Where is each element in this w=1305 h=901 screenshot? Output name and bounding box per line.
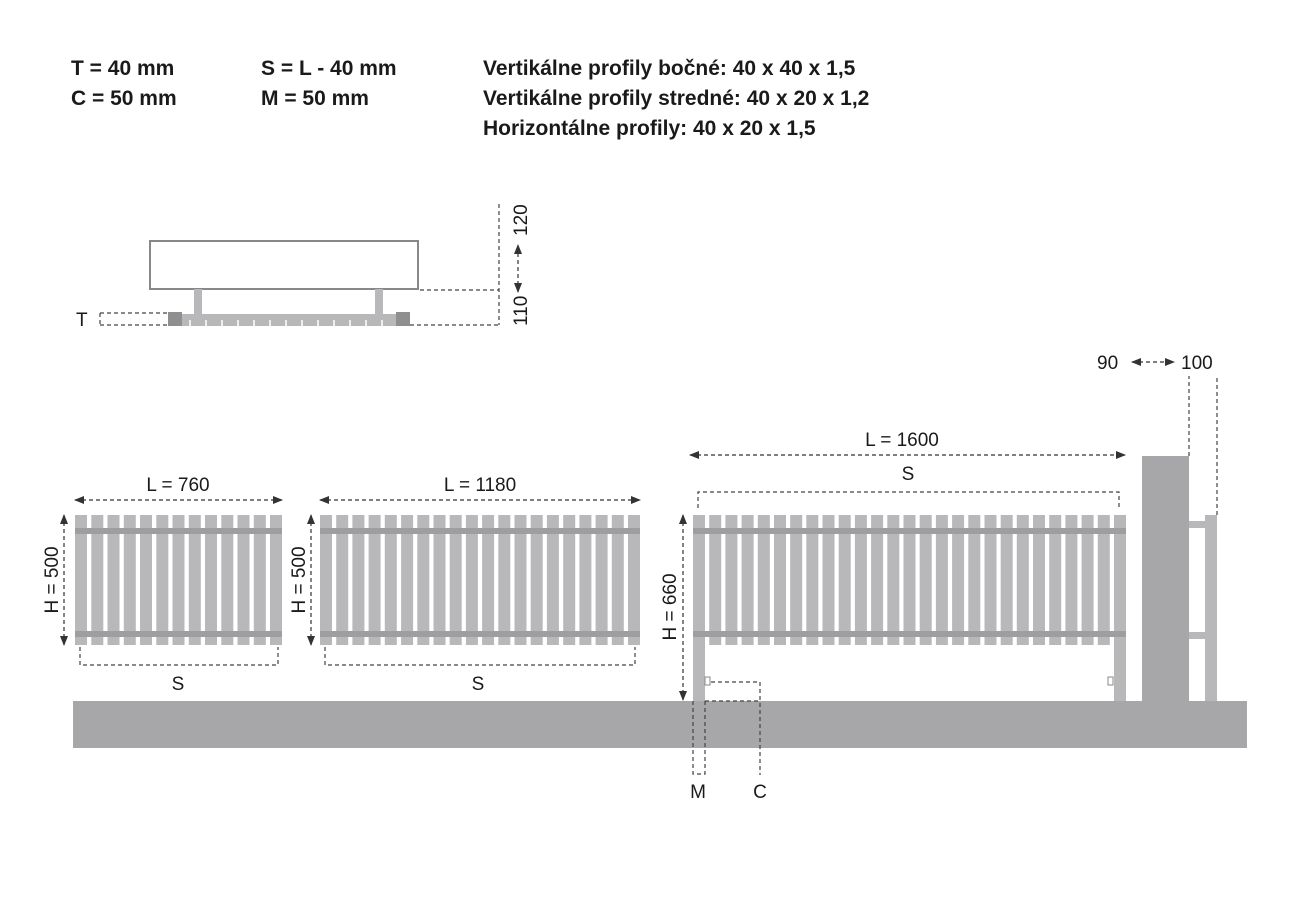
top-view-bracket-left xyxy=(194,289,202,314)
side-view-wall xyxy=(1142,456,1189,701)
radiator-1600-bar xyxy=(936,515,948,645)
radiator-1600-bar xyxy=(887,515,899,645)
radiator-1600-foot-left xyxy=(705,677,710,685)
radiator-1600-bar xyxy=(725,515,737,645)
radiator-1180-bar xyxy=(547,515,559,645)
radiator-760-h-label: H = 500 xyxy=(42,546,63,614)
top-view xyxy=(76,204,532,331)
radiator-1600-bar xyxy=(790,515,802,645)
radiator-1180-bar xyxy=(563,515,575,645)
radiator-1180-bar xyxy=(369,515,381,645)
radiator-1600-bar xyxy=(985,515,997,645)
side-view-arm-bottom xyxy=(1189,632,1206,639)
top-view-t-dim-line xyxy=(100,313,168,325)
radiator-1600-bar xyxy=(806,515,818,645)
radiator-1600-bar xyxy=(904,515,916,645)
radiator-1600-bar xyxy=(774,515,786,645)
radiator-760-rail-top xyxy=(75,528,282,534)
radiator-1600-bar xyxy=(1017,515,1029,645)
radiator-760-l-label: L = 760 xyxy=(146,475,210,496)
radiator-1180-bar xyxy=(531,515,543,645)
radiator-1600-c-label: C xyxy=(753,782,767,803)
radiator-1600-rail-top xyxy=(693,528,1126,534)
radiator-1180-l-label: L = 1180 xyxy=(443,475,517,496)
radiator-1600-bar xyxy=(1049,515,1061,645)
radiator-1180-rail-top xyxy=(320,528,640,534)
radiator-1600-bars xyxy=(693,515,1126,645)
radiator-1600-bar xyxy=(871,515,883,645)
side-view-radiator-profile xyxy=(1205,515,1217,701)
radiator-1600-l-label: L = 1600 xyxy=(865,430,939,451)
radiator-760-bar xyxy=(270,515,282,645)
radiator-1180-s-label: S xyxy=(471,674,485,695)
radiator-760-bar xyxy=(140,515,152,645)
radiator-1180-bar xyxy=(498,515,510,645)
spec-profile-middle: Vertikálne profily stredné: 40 x 20 x 1,2 xyxy=(483,87,870,110)
radiator-760-bar xyxy=(238,515,250,645)
radiator-760-bar xyxy=(75,515,87,645)
radiator-1600-bar xyxy=(855,515,867,645)
top-view-rail xyxy=(168,314,408,326)
radiator-1180-h-label: H = 500 xyxy=(289,546,310,614)
radiator-1180-bars xyxy=(320,515,640,645)
radiator-1600-h-label: H = 660 xyxy=(660,573,681,641)
radiator-1600-leg-left xyxy=(693,515,705,701)
radiator-1600-bar xyxy=(1098,515,1110,645)
radiator-1600-bar xyxy=(709,515,721,645)
radiator-1600-bar xyxy=(968,515,980,645)
radiator-760 xyxy=(42,475,282,695)
radiator-1600-bar xyxy=(1001,515,1013,645)
top-view-dim-120: 120 xyxy=(511,204,532,236)
radiator-1600-s-label: S xyxy=(901,464,915,485)
radiator-760-bar xyxy=(173,515,185,645)
top-view-block-left xyxy=(168,312,182,326)
spec-profile-side: Vertikálne profily bočné: 40 x 40 x 1,5 xyxy=(483,57,856,80)
radiator-1600-bar xyxy=(758,515,770,645)
radiator-1600-bar xyxy=(1065,515,1077,645)
spec-profile-horizontal: Horizontálne profily: 40 x 20 x 1,5 xyxy=(483,117,816,140)
radiator-760-bar xyxy=(205,515,217,645)
radiator-1180-s-dim-line xyxy=(325,647,635,665)
radiator-1600-foot-right xyxy=(1108,677,1113,685)
side-view-dim-90: 90 xyxy=(1097,353,1119,374)
radiator-1180-bar xyxy=(628,515,640,645)
side-view-arm-top xyxy=(1189,521,1206,528)
radiator-760-bar xyxy=(91,515,103,645)
radiator-760-bar xyxy=(254,515,266,645)
radiator-1600-bar xyxy=(952,515,964,645)
radiator-1180-bar xyxy=(466,515,478,645)
spec-m: M = 50 mm xyxy=(261,87,369,110)
radiator-1600-bar xyxy=(920,515,932,645)
radiator-760-bar xyxy=(124,515,136,645)
top-view-dim-110: 110 xyxy=(511,295,532,326)
radiator-1180-bar xyxy=(352,515,364,645)
radiator-1180-bar xyxy=(450,515,462,645)
radiator-760-rail-bottom xyxy=(75,631,282,637)
radiator-1600-bar xyxy=(742,515,754,645)
radiator-1600-bar xyxy=(1082,515,1094,645)
top-view-block-right xyxy=(396,312,410,326)
side-view-dim-lines xyxy=(1189,376,1217,515)
top-view-t-label: T xyxy=(76,310,88,331)
radiator-1180-bar xyxy=(612,515,624,645)
radiator-760-s-label: S xyxy=(171,674,185,695)
radiator-1180-bar xyxy=(596,515,608,645)
radiator-1180-rail-bottom xyxy=(320,631,640,637)
radiator-1180-bar xyxy=(482,515,494,645)
floor xyxy=(73,701,1247,748)
radiator-1600-leg-right xyxy=(1114,515,1126,701)
radiator-760-bar xyxy=(108,515,120,645)
radiator-1180-bar xyxy=(417,515,429,645)
radiator-1180-bar xyxy=(320,515,332,645)
radiator-1600-rail-bottom xyxy=(693,631,1126,637)
radiator-1180-bar xyxy=(336,515,348,645)
radiator-1180-bar xyxy=(515,515,527,645)
top-view-bracket-right xyxy=(375,289,383,314)
side-view-dim-100: 100 xyxy=(1181,353,1213,374)
radiator-1180-bar xyxy=(401,515,413,645)
radiator-760-bar xyxy=(189,515,201,645)
radiator-1180-bar xyxy=(385,515,397,645)
radiator-760-bars xyxy=(75,515,282,645)
top-view-panel xyxy=(150,241,418,289)
radiator-1600-bar xyxy=(823,515,835,645)
radiator-1180 xyxy=(289,475,640,695)
radiator-760-s-dim-line xyxy=(80,647,278,665)
radiator-760-bar xyxy=(221,515,233,645)
radiator-1600-bar xyxy=(839,515,851,645)
radiator-1600-m-label: M xyxy=(690,782,706,803)
top-view-depth-lines xyxy=(410,204,499,325)
radiator-1600-bar xyxy=(1033,515,1045,645)
spec-t: T = 40 mm xyxy=(71,57,175,80)
radiator-1600-s-dim-line xyxy=(698,492,1119,508)
spec-s-formula: S = L - 40 mm xyxy=(261,57,397,80)
radiator-1180-bar xyxy=(434,515,446,645)
radiator-1180-bar xyxy=(579,515,591,645)
spec-c: C = 50 mm xyxy=(71,87,177,110)
radiator-760-bar xyxy=(156,515,168,645)
